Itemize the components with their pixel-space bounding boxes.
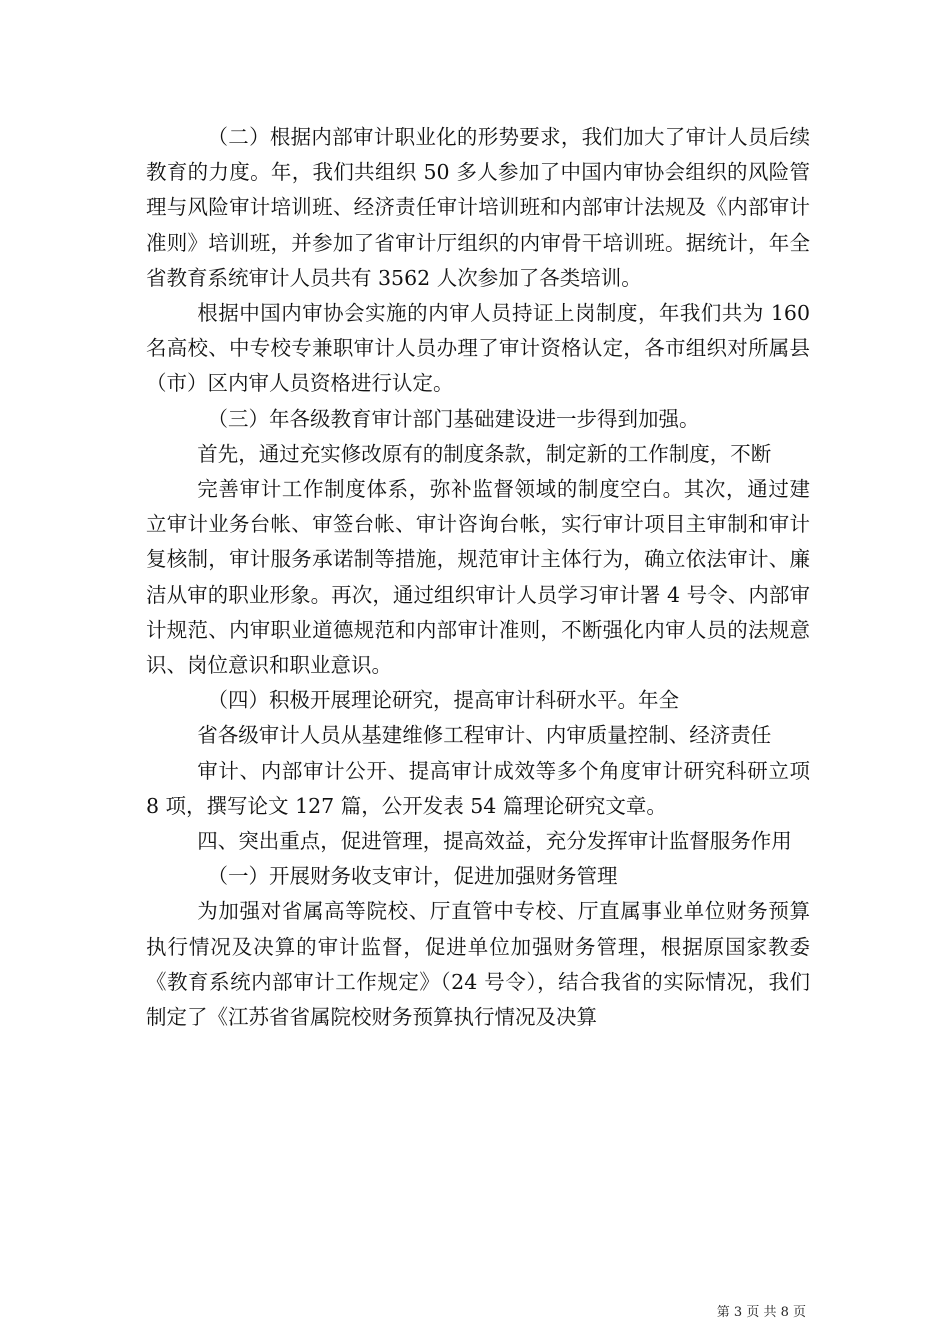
paragraph-system-improvement: 完善审计工作制度体系，弥补监督领域的制度空白。其次，通过建立审计业务台帐、审签台帐、审计咨询台帐，实行审计项目主审制和审计复核制，审计服务承诺制等措施，规范审计主体行为，确立依法审计、廉洁从审的职业形象。再次，通过组织审计人员学习审计署 4 号令、内部审计规范、内审职业道德规范和内部审计准则，不断强化内审人员的法规意识、岗位意识和职业意识。: [146, 477, 810, 678]
paragraph-research-scope: 省各级审计人员从基建维修工程审计、内审质量控制、经济责任: [197, 723, 772, 748]
document-body: [146, 120, 810, 1035]
paragraph-financial-audit: 为加强对省属高等院校、厅直管中专校、厅直属事业单位财务预算执行情况及决算的审计监督，促进单位加强财务管理，根据原国家教委《教育系统内部审计工作规定》（24 号令），结合我省的实际情况，我们制定了《江苏省省属院校财务预算执行情况及决算: [146, 899, 810, 1030]
paragraph-research-results: 审计、内部审计公开、提高审计成效等多个角度审计研究科研立项 8 项，撰写论文 127 篇，公开发表 54 篇理论研究文章。: [146, 758, 810, 818]
paragraph-firstly: 首先，通过充实修改原有的制度条款，制定新的工作制度，不断: [197, 441, 772, 466]
paragraph-certification: 根据中国内审协会实施的内审人员持证上岗制度，年我们共为 160 名高校、中专校专兼职审计人员办理了审计资格认定，各市组织对所属县（市）区内审人员资格进行认定。: [146, 301, 810, 396]
paragraph-theory-research-heading: （四）积极开展理论研究，提高审计科研水平。年全: [207, 688, 679, 713]
paragraph-infrastructure-heading: （三）年各级教育审计部门基础建设进一步得到加强。: [207, 406, 700, 431]
subsection-heading-financial-audit: （一）开展财务收支审计，促进加强财务管理: [207, 864, 618, 889]
page-number-footer: 第 3 页 共 8 页: [716, 1305, 806, 1320]
section-heading-four: 四、突出重点，促进管理，提高效益，充分发挥审计监督服务作用: [197, 829, 792, 854]
paragraph-training-education: （二）根据内部审计职业化的形势要求，我们加大了审计人员后续教育的力度。年，我们共组织 50 多人参加了中国内审协会组织的风险管理与风险审计培训班、经济责任审计培训班和内部审计法规及《内部审计准则》培训班，并参加了省审计厅组织的内审骨干培训班。据统计，年全省教育系统审计人员共有 3562 人次参加了各类培训。: [146, 125, 810, 290]
